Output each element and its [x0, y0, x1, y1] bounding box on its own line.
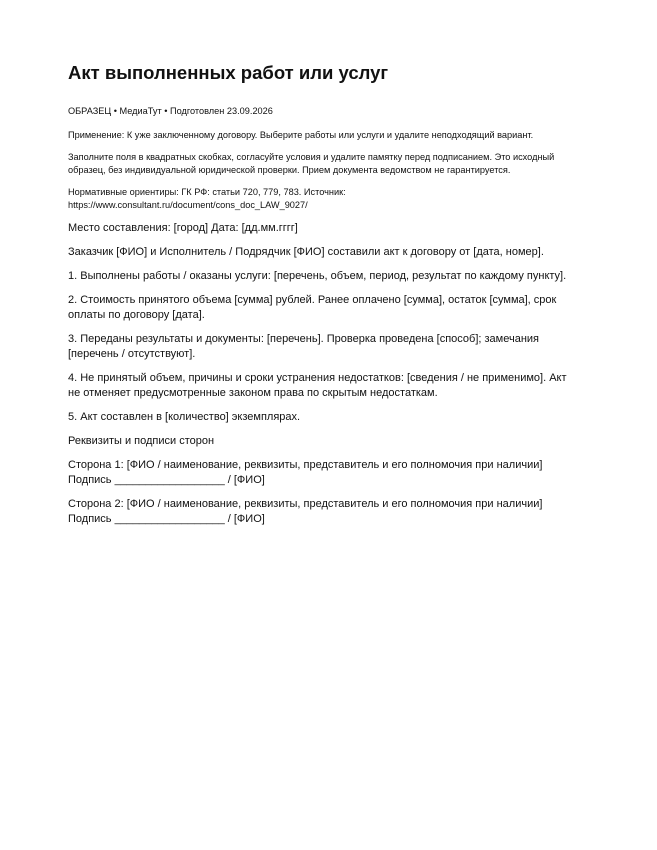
- item-2-line-1: 2. Стоимость принятого объема [сумма] рублей. Ранее оплачено [сумма], остаток [сумма], срок: [68, 294, 557, 306]
- side-2-details: Сторона 2: [ФИО / наименование, реквизиты, представитель и его полномочия при наличии]: [68, 498, 543, 510]
- document-meta: ОБРАЗЕЦ • МедиаТут • Подготовлен 23.09.2026: [68, 106, 273, 116]
- item-4-line-2: не отменяет предусмотренные законом права по скрытым недостаткам.: [68, 387, 438, 399]
- item-4-line-1: 4. Не принятый объем, причины и сроки устранения недостатков: [сведения / не применимо]. Акт: [68, 372, 567, 384]
- side-2-block: [68, 497, 589, 527]
- side-1-signature: Подпись __________________ / [ФИО]: [68, 474, 265, 486]
- item-2-line-2: оплаты по договору [дата].: [68, 309, 205, 321]
- place-date: Место составления: [город] Дата: [дд.мм.гггг]: [68, 222, 298, 234]
- side-1-block: [68, 458, 589, 488]
- requisites-heading: Реквизиты и подписи сторон: [68, 435, 215, 447]
- application-note: Применение: К уже заключенному договору. Выберите работы или услуги и удалите неподходящий вариант.: [68, 130, 534, 140]
- item-3: [68, 332, 589, 362]
- item-3-line-2: [перечень / отсутствуют].: [68, 348, 196, 360]
- side-1-details: Сторона 1: [ФИО / наименование, реквизиты, представитель и его полномочия при наличии]: [68, 459, 543, 471]
- document-title: Акт выполненных работ или услуг: [68, 62, 389, 83]
- item-5: 5. Акт составлен в [количество] экземплярах.: [68, 411, 301, 423]
- norms-source-link: https://www.consultant.ru/document/cons_doc_LAW_9027/: [68, 200, 308, 210]
- parties-paragraph: Заказчик [ФИО] и Исполнитель / Подрядчик [ФИО] составили акт к договору от [дата, номер].: [68, 246, 544, 258]
- instructions-line-2: образец, без индивидуальной юридической проверки. Прием документа ведомством не гарантируется.: [68, 165, 511, 175]
- norms-note: [68, 186, 589, 212]
- instructions-line-1: Заполните поля в квадратных скобках, согласуйте условия и удалите памятку перед подписанием. Это исходный: [68, 152, 555, 162]
- item-4: [68, 371, 589, 401]
- side-2-signature: Подпись __________________ / [ФИО]: [68, 513, 265, 525]
- item-1: 1. Выполнены работы / оказаны услуги: [перечень, объем, период, результат по каждому пункту].: [68, 270, 567, 282]
- norms-line-1: Нормативные ориентиры: ГК РФ: статьи 720, 779, 783. Источник:: [68, 187, 346, 197]
- instructions-note: [68, 151, 589, 177]
- item-3-line-1: 3. Переданы результаты и документы: [перечень]. Проверка проведена [способ]; замечания: [68, 333, 539, 345]
- item-2: [68, 293, 589, 323]
